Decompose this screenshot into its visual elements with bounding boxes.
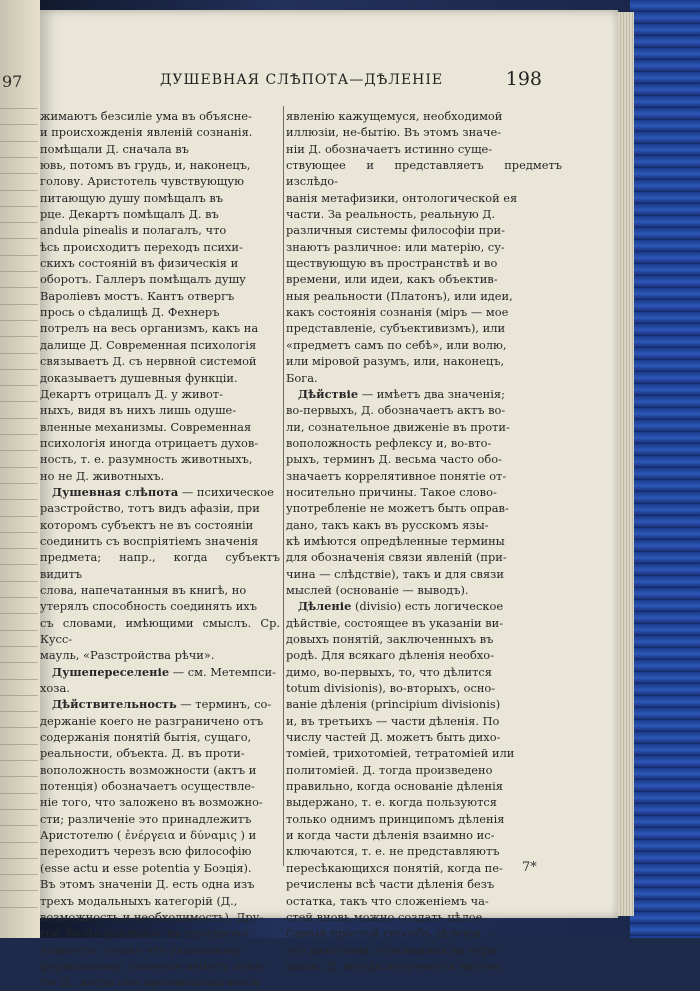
previous-page-text-line	[0, 157, 38, 158]
entry-term: Дѣйствительность	[52, 697, 177, 712]
previous-page-text-line	[0, 793, 38, 794]
previous-page-text-line	[0, 597, 38, 598]
text-line: слова, напечатанныя въ книгѣ, но	[40, 582, 247, 597]
previous-page-text-line	[0, 483, 38, 484]
text-line: и происхожденія явленій сознанія.	[40, 125, 253, 140]
text-line: только однимъ принципомъ дѣленія	[286, 811, 505, 826]
text-line: рце. Декартъ помѣщалъ Д. въ	[40, 207, 219, 222]
text-line: возможность и необходимость). Дру-	[40, 909, 264, 924]
text-line: чина — слѣдствіе), такъ и для связи	[286, 566, 504, 581]
text-line: реальности, объекта. Д. въ проти-	[40, 746, 245, 761]
text-line: ность, т. е. разумность животныхъ,	[40, 452, 253, 467]
previous-page-text-line	[0, 336, 38, 337]
text-line: пересѣкающихся понятій, когда пе-	[286, 860, 503, 875]
text-line: иллюзіи, не-бытію. Въ этомъ значе-	[286, 125, 502, 140]
text-line: во-первыхъ, Д. обозначаетъ актъ во-	[286, 403, 506, 418]
previous-page-text-line	[0, 369, 38, 370]
previous-page-text-line	[0, 532, 38, 533]
previous-page-text-line	[0, 222, 38, 223]
text-line: мыслей (основаніе — выводъ).	[286, 582, 469, 597]
book-cover-edge	[630, 0, 700, 938]
text-line: цаніи: Д. всегда получается чистое,	[286, 958, 504, 973]
text-line: Вароліевъ мостъ. Кантъ отвергъ	[40, 288, 235, 303]
text-line: потрелъ на весь организмъ, какъ на	[40, 321, 259, 336]
text-line: утерялъ способность соединять ихъ	[40, 599, 257, 614]
text-line: стей вновь можно создать цѣлое.	[286, 909, 487, 924]
text-line: представленіе, субъективизмъ), или	[286, 321, 506, 336]
text-line: доказываетъ душевныя функціи.	[40, 370, 238, 385]
text-line: значаетъ коррелятивное понятіе от-	[286, 468, 507, 483]
text-line: ныхъ, видя въ нихъ лишь одуше-	[40, 403, 237, 418]
text-line: Дѣленіе (divisio) есть логическое	[298, 599, 504, 614]
text-line: съ словами, имѣющими смыслъ. Ср. Кусс-	[40, 615, 280, 646]
previous-page-text-line	[0, 744, 38, 745]
previous-page-text-line	[0, 564, 38, 565]
text-line: остатка, такъ что сложеніемъ ча-	[286, 893, 489, 908]
previous-page-text-line	[0, 190, 38, 191]
text-line: и, въ третьихъ — части дѣленія. По	[286, 713, 500, 728]
text-line: это дихотомія, основанная на отри-	[286, 942, 501, 957]
text-line: помѣщали Д. сначала въ	[40, 141, 189, 156]
previous-page	[0, 0, 40, 938]
previous-page-text-line	[0, 385, 38, 386]
text-line: ключаются, т. е. не представляютъ	[286, 844, 500, 859]
text-line: totum divisionis), во-вторыхъ, осно-	[286, 681, 496, 696]
text-line: Бога.	[286, 370, 318, 385]
previous-page-text-line	[0, 173, 38, 174]
previous-page-text-line	[0, 434, 38, 435]
previous-page-text-line	[0, 287, 38, 288]
previous-page-text-line	[0, 825, 38, 826]
text-line: времени, или идеи, какъ объектив-	[286, 272, 498, 287]
text-line: ѣсь происходитъ переходъ психи-	[40, 239, 243, 254]
text-line: прось о сѣдалищѣ Д. Фехнеръ	[40, 305, 220, 320]
text-line: ли, сознательное движеніе въ проти-	[286, 419, 510, 434]
text-line: соединить съ воспріятіемъ значенія	[40, 533, 259, 548]
text-line: гое, болѣе реальное, въ противопо-	[40, 926, 253, 941]
previous-page-text-line	[0, 450, 38, 451]
text-line: содержанія понятій бытія, сущаго,	[40, 730, 252, 745]
text-line: (esse actu и esse potentia у Боэція).	[40, 860, 252, 875]
previous-page-text-line	[0, 662, 38, 663]
previous-page-text-line	[0, 548, 38, 549]
previous-page-text-line	[0, 467, 38, 468]
text-line: речислены всѣ части дѣленія безъ	[286, 877, 495, 892]
previous-page-text-line	[0, 760, 38, 761]
text-line: ществующую въ пространствѣ и во	[286, 256, 498, 271]
text-line: тіе Д., когда оно противополагается	[40, 975, 260, 990]
previous-page-text-line	[0, 516, 38, 517]
text-line: ніе того, что заложено въ возможно-	[40, 795, 263, 810]
text-line: Душевная слѣпота — психическое	[52, 484, 274, 499]
previous-page-text-line	[0, 630, 38, 631]
text-line: для обозначенія связи явленій (при-	[286, 550, 507, 565]
text-line: Аристотелю ( ἐνέργεια и δύναμις ) и	[40, 828, 257, 843]
previous-page-text-line	[0, 320, 38, 321]
text-line: дано, такъ какъ въ русскомъ язы-	[286, 517, 489, 532]
previous-page-text-line	[0, 727, 38, 728]
previous-page-text-line	[0, 401, 38, 402]
text-line: Душепереселеніе — см. Метемпси-	[52, 664, 276, 679]
text-line: и когда части дѣленія взаимно ис-	[286, 828, 495, 843]
previous-page-text-line	[0, 124, 38, 125]
previous-page-text-line	[0, 907, 38, 908]
text-line: политоміей. Д. тогда произведено	[286, 762, 493, 777]
text-line: но не Д. животныхъ.	[40, 468, 165, 483]
text-line: питающую душу помѣщалъ въ	[40, 190, 223, 205]
text-line: томіей, трихотоміей, тетратоміей или	[286, 746, 515, 761]
page-stack-edge	[618, 12, 634, 916]
previous-page-text-line	[0, 695, 38, 696]
entry-term: Душевная слѣпота	[52, 484, 179, 499]
text-line: формальному, значеніе имѣетъ поня-	[40, 958, 267, 973]
text-line: выдержано, т. е. когда пользуются	[286, 795, 497, 810]
text-line: «предметъ самъ по себѣ», или волю,	[286, 337, 507, 352]
text-line: употребленіе не можетъ быть оправ-	[286, 501, 509, 516]
text-line: рыхъ, терминъ Д. весьма часто обо-	[286, 452, 502, 467]
previous-page-text-line	[0, 646, 38, 647]
text-line: димо, во-первыхъ, то, что дѣлится	[286, 664, 492, 679]
column-divider	[283, 106, 284, 866]
previous-page-text-line	[0, 776, 38, 777]
previous-page-text-line	[0, 499, 38, 500]
text-line: хоза.	[40, 681, 70, 696]
text-line: разстройство, тотъ видъ афазіи, при	[40, 501, 260, 516]
text-line: связываетъ Д. съ нервной системой	[40, 354, 257, 369]
page-header	[40, 68, 618, 96]
previous-page-text-line	[0, 613, 38, 614]
previous-page-text-line	[0, 271, 38, 272]
previous-page-text-line	[0, 206, 38, 207]
previous-page-text-line	[0, 108, 38, 109]
text-line: Дѣйствительность — терминъ, со-	[52, 697, 272, 712]
text-line: довыхъ понятій, заключенныхъ въ	[286, 632, 494, 646]
previous-page-text-line	[0, 874, 38, 875]
previous-page-number: 97	[2, 72, 23, 91]
page-number: 198	[505, 68, 542, 90]
text-line: знаютъ различное: или матерію, су-	[286, 239, 505, 254]
text-line: ваніе дѣленія (principium divisionis)	[286, 697, 501, 712]
text-line: воположность возможности (актъ и	[40, 762, 257, 777]
previous-page-text-line	[0, 238, 38, 239]
text-line: оборотъ. Галлеръ помѣщалъ душу	[40, 272, 246, 287]
text-line: ствующее и представляетъ предметъ изслѣдо-	[286, 158, 562, 189]
text-line: скихъ состояній въ физическія и	[40, 256, 239, 271]
text-line: Дѣйствіе — имѣетъ два значенія;	[298, 386, 505, 401]
previous-page-text-line	[0, 809, 38, 810]
text-line: Самый простой способъ дѣленія —	[286, 926, 497, 941]
text-line: родѣ. Для всякаго дѣленія необхо-	[286, 648, 494, 663]
text-line: держаніе коего не разграничено отъ	[40, 713, 264, 728]
entry-term: Душепереселеніе	[52, 664, 170, 679]
text-line: какъ состоянія сознанія (міръ — мое	[286, 305, 509, 320]
previous-page-text-line	[0, 679, 38, 680]
text-line: далище Д. Современная психологія	[40, 337, 257, 352]
text-line: части. За реальность, реальную Д.	[286, 207, 496, 222]
text-line: жимаютъ безсиліе ума въ объясне-	[40, 109, 252, 123]
text-line: носительно причины. Такое слово-	[286, 484, 497, 499]
text-line: ныя реальности (Платонъ), или идеи,	[286, 288, 513, 303]
signature-mark: 7*	[522, 860, 537, 875]
text-line: или міровой разумъ, или, наконецъ,	[286, 354, 505, 369]
text-line: ювь, потомъ въ грудь, и, наконецъ,	[40, 158, 251, 173]
entry-term: Дѣйствіе	[298, 386, 359, 401]
previous-page-text-line	[0, 255, 38, 256]
running-title: ДУШЕВНАЯ СЛѢПОТА—ДѢЛЕНІЕ	[160, 72, 444, 88]
text-line: сти; различеніе это принадлежитъ	[40, 811, 252, 826]
text-line: воположность рефлексу и, во-вто-	[286, 435, 492, 450]
previous-page-text-line	[0, 353, 38, 354]
text-line: потенція) обозначаетъ осуществле-	[40, 779, 255, 794]
text-line: голову. Аристотель чувствующую	[40, 174, 244, 189]
text-line: предмета; напр., когда субъектъ видитъ	[40, 550, 280, 581]
book-page	[40, 10, 618, 990]
previous-page-text-line	[0, 858, 38, 859]
previous-page-text-line	[0, 581, 38, 582]
text-line: трехъ модальныхъ категорій (Д.,	[40, 893, 238, 908]
text-line: переходитъ черезъ всю философію	[40, 844, 252, 859]
text-line: правильно, когда основаніе дѣленія	[286, 779, 503, 794]
text-line: Въ этомъ значеніи Д. есть одна изъ	[40, 877, 255, 892]
right-column	[286, 108, 562, 974]
text-line: мауль, «Разстройства рѣчи».	[40, 648, 215, 663]
previous-page-text-line	[0, 842, 38, 843]
entry-term: Дѣленіе	[298, 599, 352, 614]
text-line: явленію кажущемуся, необходимой	[286, 109, 503, 123]
text-line: ложность только что указанному	[40, 942, 242, 957]
left-column	[40, 108, 280, 991]
previous-page-text-line	[0, 890, 38, 891]
previous-page-text-line	[0, 141, 38, 142]
text-line: Декартъ отрицалъ Д. у живот-	[40, 386, 223, 401]
text-line: различныя системы философіи при-	[286, 223, 505, 238]
text-line: числу частей Д. можетъ быть дихо-	[286, 730, 501, 745]
text-line: кѣ имѣются опредѣленные термины	[286, 533, 505, 548]
text-line: дѣйствіе, состоящее въ указаніи ви-	[286, 615, 504, 630]
text-line: вленные механизмы. Современная	[40, 419, 252, 434]
previous-page-text-line	[0, 418, 38, 419]
text-line: ніи Д. обозначаетъ истинно суще-	[286, 141, 493, 156]
previous-page-text-line	[0, 711, 38, 712]
text-line: andula pinealis и полагалъ, что	[40, 223, 227, 238]
previous-page-text-line	[0, 304, 38, 305]
text-line: ванія метафизики, онтологической ея	[286, 190, 518, 205]
text-line: психологія иногда отрицаетъ духов-	[40, 435, 259, 450]
text-line: которомъ субъектъ не въ состояніи	[40, 517, 254, 532]
